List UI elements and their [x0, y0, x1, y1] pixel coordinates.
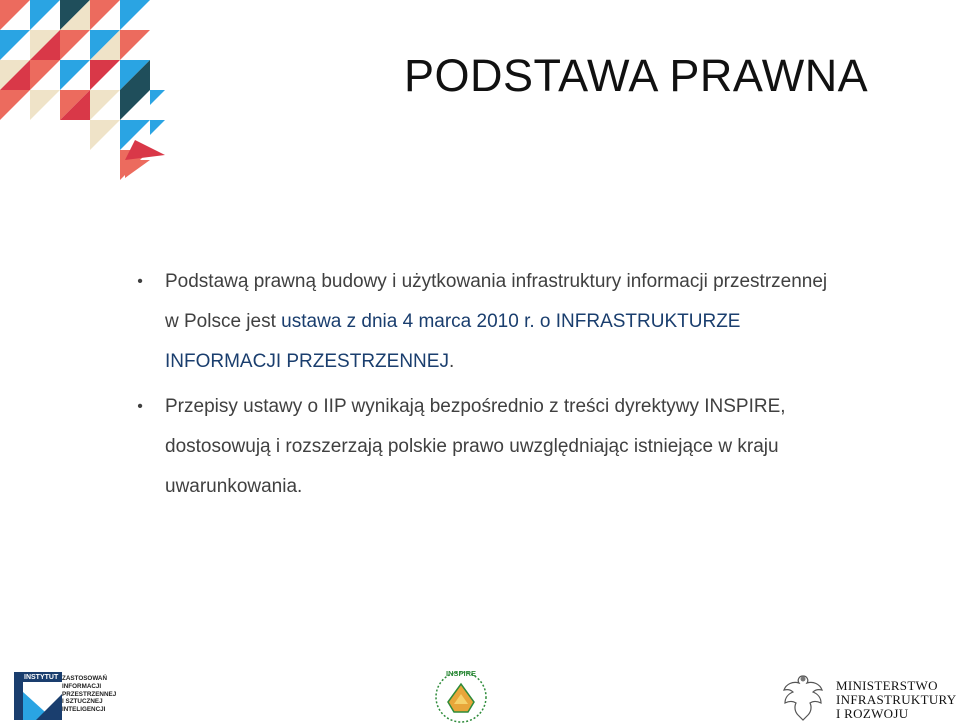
decorative-triangles [0, 0, 175, 185]
slide-title: PODSTAWA PRAWNA [404, 50, 869, 101]
bullet-list [133, 262, 833, 507]
ministry-name: MINISTERSTWO INFRASTRUKTURY I ROZWOJU [836, 678, 957, 721]
institute-logo [14, 672, 124, 722]
eagle-emblem-icon [776, 670, 830, 724]
bullet-dot: • [137, 273, 143, 290]
bullet-item [133, 262, 833, 382]
law-reference: ustawa z dnia 4 marca 2010 r. o INFRASTRUKTURZE INFORMACJI PRZESTRZENNEJ [165, 311, 741, 372]
institute-name: ZASTOSOWAŃ INFORMACJI PRZESTRZENNEJ I SZTUCZNEJ INTELIGENCJI [62, 675, 117, 714]
inspire-logo-text: INSPIRE [445, 669, 477, 678]
bullet-text: Podstawą prawną budowy i użytkowania infrastruktury informacji przestrzennej w Polsce jest [165, 271, 828, 332]
ministry-logo [776, 670, 960, 726]
inspire-logo-icon [432, 666, 490, 724]
bullet-text: Przepisy ustawy o IIP wynikają bezpośrednio z treści dyrektywy INSPIRE, dostosowują i rozszerzają polskie prawo uwzględniając istniejące w kraju uwarunkowania. [165, 396, 786, 497]
institute-badge: INSTYTUT [24, 674, 59, 681]
footer-logos [0, 660, 960, 726]
bullet-dot: • [137, 398, 143, 415]
bullet-text-end: . [448, 351, 455, 372]
bullet-item [133, 387, 833, 507]
